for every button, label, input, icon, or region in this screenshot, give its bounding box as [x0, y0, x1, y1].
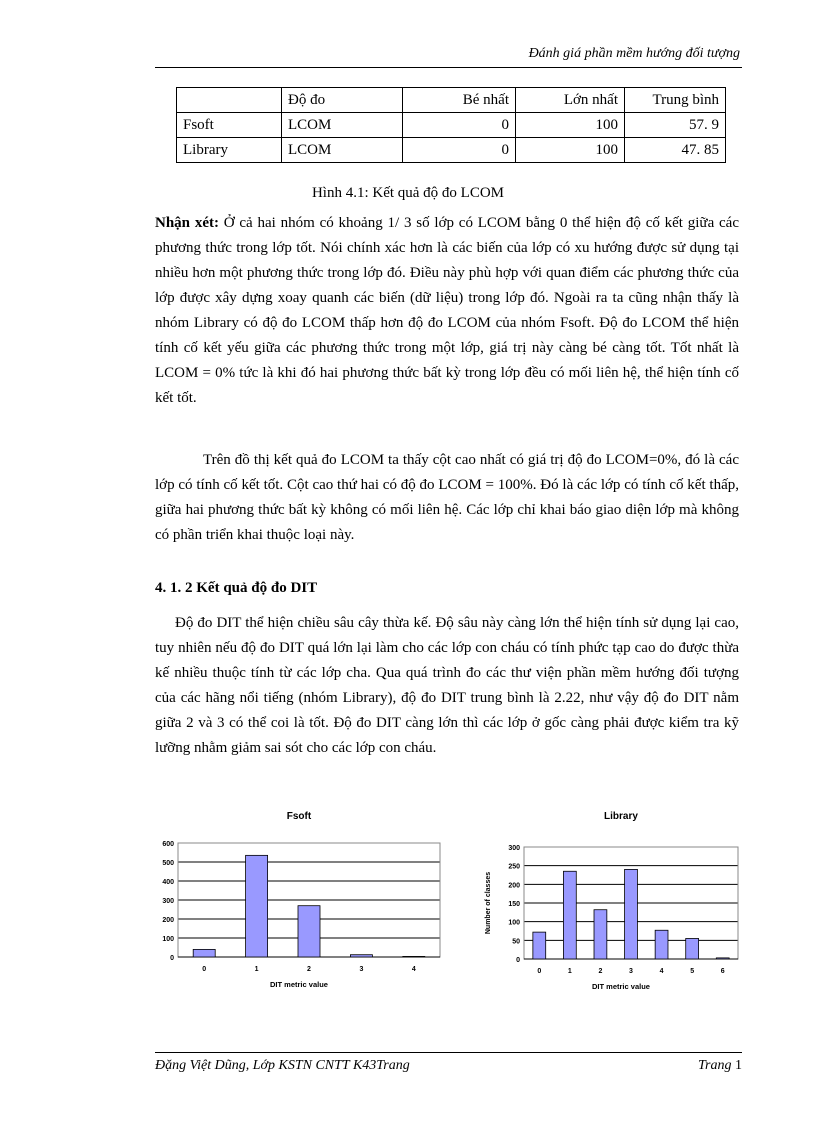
x-tick-label: 3 — [359, 966, 364, 973]
bar — [594, 910, 607, 959]
y-axis-label: Number of classes — [485, 871, 492, 935]
header-rule — [155, 67, 742, 68]
table-cell: Library — [177, 138, 282, 163]
table-header-cell: Bé nhất — [403, 88, 516, 113]
table-header-row — [177, 88, 726, 113]
bar — [350, 955, 372, 957]
x-tick-label: 6 — [720, 968, 725, 975]
table-cell: 47. 85 — [625, 138, 726, 163]
remark-text: Ở cả hai nhóm có khoảng 1/ 3 số lớp có LCOM bằng 0 thể hiện độ cố kết giữa các phương thức trong lớp tốt. Nói chính xác hơn là các biến của lớp có xu hướng được sử dụng tại nhiều hơn một phương thức trong lớp đó. Điều này phù hợp với quan điểm các phương thức của lớp được xây dựng xoay quanh các biến (dữ liệu) trong lớp đó. Ngoài ra ta cũng nhận thấy là nhóm Library có độ đo LCOM thấp hơn độ đo LCOM của nhóm Fsoft. Độ đo LCOM thể hiện tính cố kết yếu giữa các phương thức trong một lớp, giá trị này càng bé càng tốt. Tốt nhất là LCOM = 0% tức là khi đó hai phương thức bất kỳ trong lớp đều có mối liên hệ, thể hiện tính cố kết tốt. — [155, 215, 739, 406]
bar — [298, 906, 320, 957]
table-row — [177, 138, 726, 163]
table-cell: 100 — [516, 113, 625, 138]
section-heading: 4. 1. 2 Kết quả độ đo DIT — [155, 580, 318, 596]
table-cell: 100 — [516, 138, 625, 163]
table-cell: 57. 9 — [625, 113, 726, 138]
table-header-cell: Trung bình — [625, 88, 726, 113]
x-tick-label: 5 — [690, 968, 695, 975]
x-tick-label: 4 — [659, 968, 664, 975]
y-tick-label: 0 — [170, 955, 174, 962]
paragraph-remark — [155, 211, 739, 411]
bar — [686, 938, 699, 959]
footer-author: Đặng Việt Dũng, Lớp KSTN CNTT K43Trang — [155, 1058, 410, 1073]
bar — [403, 956, 425, 957]
figure-caption: Hình 4.1: Kết quả độ đo LCOM — [311, 185, 505, 201]
library-dit-chart — [482, 805, 744, 995]
chart-title: Fsoft — [286, 811, 312, 822]
bar — [625, 869, 638, 959]
y-tick-label: 150 — [508, 901, 520, 908]
paragraph-lcom-chart: Trên đồ thị kết quả đo LCOM ta thấy cột cao nhất có giá trị độ đo LCOM=0%, đó là các lớp có tính cố kết tốt. Cột cao thứ hai có độ đo LCOM = 100%. Đó là các lớp có tính cố kết thấp, giữa hai phương thức bất kỳ không có mối liên hệ. Các lớp chỉ khai báo giao diện lớp mà không có phần triển khai thuộc loại này. — [155, 452, 739, 543]
y-tick-label: 300 — [162, 898, 174, 905]
fsoft-chart-svg — [148, 805, 448, 995]
y-tick-label: 600 — [162, 841, 174, 848]
remark-lead: Nhận xét: — [155, 215, 219, 231]
y-tick-label: 200 — [508, 882, 520, 890]
x-tick-label: 0 — [537, 968, 542, 975]
x-tick-label: 1 — [567, 968, 572, 975]
lcom-results-table — [176, 87, 726, 163]
table-cell: LCOM — [282, 138, 403, 163]
x-tick-label: 2 — [307, 966, 311, 973]
table-header-cell: Lớn nhất — [516, 88, 625, 113]
bar — [716, 958, 729, 959]
table-cell: 0 — [403, 138, 516, 163]
footer-rule — [155, 1052, 742, 1053]
table-cell: 0 — [403, 113, 516, 138]
table-row — [177, 113, 726, 138]
table-header-cell: Độ đo — [282, 88, 403, 113]
y-tick-label: 400 — [162, 879, 174, 886]
page-number: 1 — [735, 1058, 742, 1073]
library-chart-svg — [482, 805, 744, 995]
y-tick-label: 100 — [162, 936, 174, 943]
y-tick-label: 300 — [508, 845, 520, 852]
bar — [246, 855, 268, 957]
x-tick-label: 0 — [202, 966, 207, 973]
table-cell: LCOM — [282, 113, 403, 138]
table-header-cell — [177, 88, 282, 113]
bar — [193, 949, 215, 957]
x-tick-label: 1 — [254, 966, 259, 973]
fsoft-dit-chart — [148, 805, 448, 995]
bar — [533, 932, 546, 959]
y-tick-label: 200 — [162, 917, 174, 924]
y-tick-label: 50 — [512, 938, 520, 946]
running-header-title: Đánh giá phần mềm hướng đối tượng — [528, 46, 740, 61]
x-tick-label: 2 — [598, 968, 603, 975]
x-axis-label: DIT metric value — [270, 980, 328, 989]
y-tick-label: 250 — [508, 863, 520, 871]
bar — [655, 930, 668, 959]
x-tick-label: 3 — [629, 968, 633, 975]
y-tick-label: 0 — [516, 957, 520, 964]
chart-title: Library — [604, 811, 638, 822]
footer-page-label: Trang — [698, 1058, 732, 1073]
y-tick-label: 100 — [508, 919, 520, 927]
table-cell: Fsoft — [177, 113, 282, 138]
y-tick-label: 500 — [162, 860, 174, 867]
x-axis-label: DIT metric value — [592, 982, 650, 991]
x-tick-label: 4 — [411, 966, 416, 973]
paragraph-dit: Độ đo DIT thể hiện chiều sâu cây thừa kế. Độ sâu này càng lớn thể hiện tính sử dụng lại cao, tuy nhiên nếu độ đo DIT quá lớn lại làm cho các lớp con cháu có tính phức tạp cao do được thừa kế nhiều thuộc tính từ các lớp cha. Qua quá trình đo các thư viện phần mềm hướng đối tượng của các hãng nổi tiếng (nhóm Library), độ đo DIT trung bình là 2.22, như vậy độ đo DIT nằm giữa 2 và 3 có thể coi là tốt. Độ đo DIT càng lớn thì các lớp ở gốc càng phải được kiểm tra kỹ lưỡng nhằm giảm sai sót cho các lớp con cháu. — [155, 615, 739, 756]
footer-page — [698, 1058, 742, 1074]
bar — [563, 871, 576, 959]
